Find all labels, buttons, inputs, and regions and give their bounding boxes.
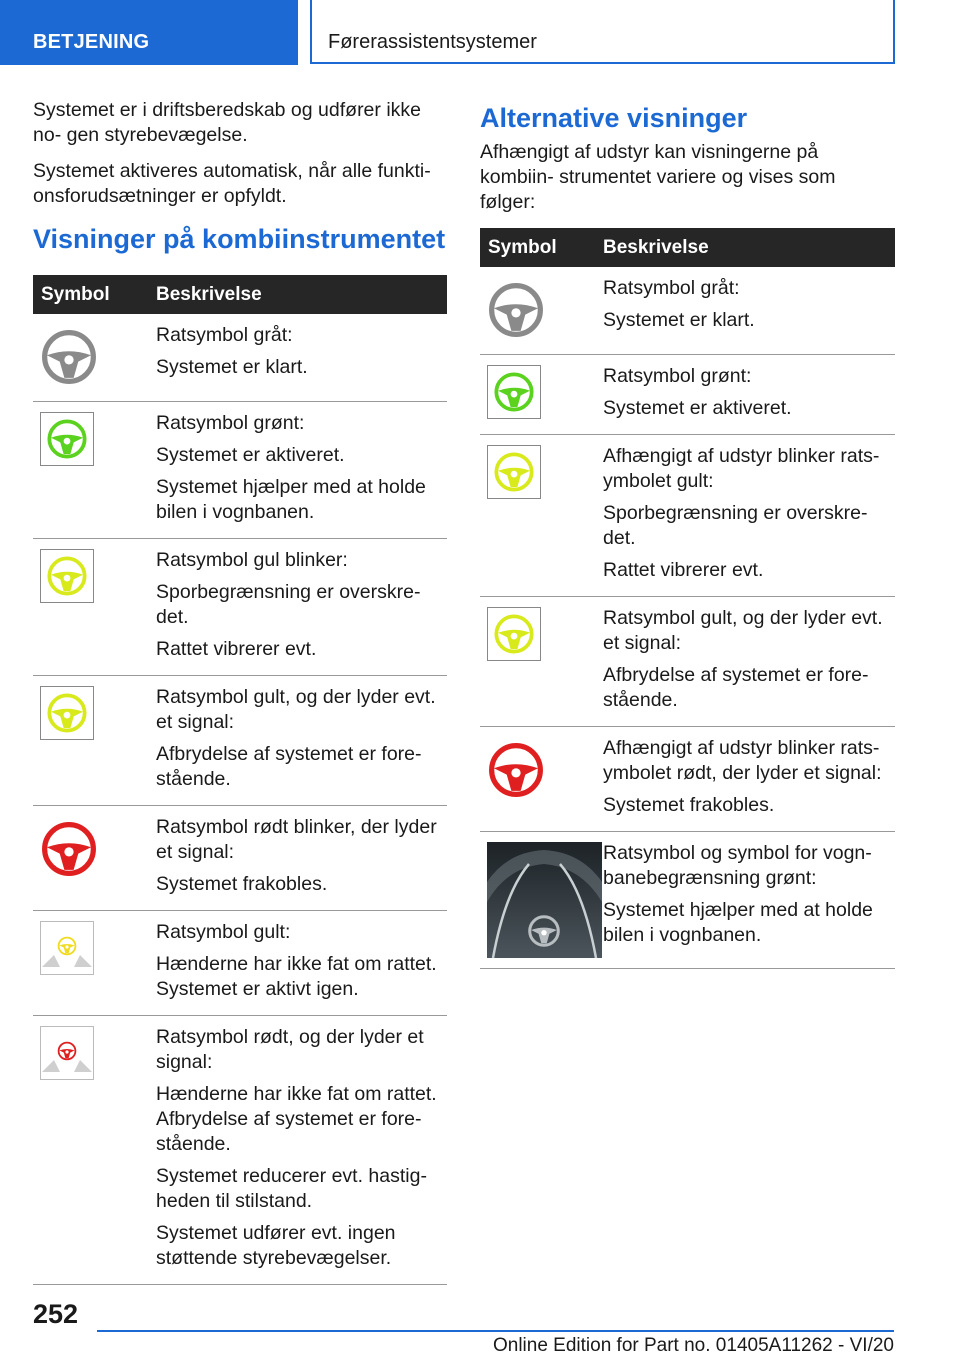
description-line: Systemet udfører evt. ingen støttende styrebevægelser. bbox=[156, 1222, 396, 1269]
left-column bbox=[33, 98, 447, 1285]
description-cell bbox=[156, 539, 447, 676]
chapter-title: Førerassistentsystemer bbox=[328, 31, 537, 53]
table-row bbox=[480, 355, 895, 435]
description-line: Ratsymbol gult: bbox=[156, 921, 291, 943]
description-line: Systemet er aktiveret. bbox=[603, 397, 792, 419]
description-line: Ratsymbol gult, og der lyder evt. et signal: bbox=[603, 607, 883, 654]
description-line: Afhængigt af udstyr blinker rats‐ ymbolet gult: bbox=[603, 445, 880, 492]
description-cell bbox=[603, 267, 895, 355]
description-cell bbox=[603, 355, 895, 435]
symbol-cell bbox=[480, 355, 603, 435]
description-line: Sporbegrænsning er overskre‐ det. bbox=[603, 502, 868, 549]
edition-text: Online Edition for Part no. 01405A11262 - VI/20 bbox=[492, 1335, 894, 1356]
col-header-description: Beskrivelse bbox=[603, 228, 895, 267]
description-line: Hænderne har ikke fat om rattet. Systemet er aktivt igen. bbox=[156, 953, 437, 1000]
description-line: Systemet reducerer evt. hastig‐ heden til stilstand. bbox=[156, 1165, 427, 1212]
description-line: Ratsymbol rødt, og der lyder et signal: bbox=[156, 1026, 424, 1073]
description-cell bbox=[156, 676, 447, 806]
table-row bbox=[33, 539, 447, 676]
description-line: Rattet vibrerer evt. bbox=[156, 638, 317, 660]
description-cell bbox=[156, 402, 447, 539]
description-line: Hænderne har ikke fat om rattet. Afbrydelse af systemet er fore‐ stående. bbox=[156, 1083, 437, 1155]
steering-wheel-green-icon bbox=[487, 365, 541, 419]
table-row bbox=[480, 267, 895, 355]
table-row bbox=[480, 597, 895, 727]
table-row bbox=[33, 402, 447, 539]
description-line: Ratsymbol grønt: bbox=[603, 365, 752, 387]
steering-wheel-hands-yellow-icon bbox=[40, 921, 94, 975]
description-cell bbox=[603, 727, 895, 832]
symbol-table bbox=[480, 228, 895, 969]
description-line: Systemet hjælper med at holde bilen i vognbanen. bbox=[156, 476, 426, 523]
section-heading: Visninger på kombiinstrumentet bbox=[33, 224, 446, 254]
description-line: Systemet frakobles. bbox=[156, 873, 328, 895]
table-row bbox=[33, 676, 447, 806]
description-line: Afbrydelse af systemet er fore‐ stående. bbox=[603, 664, 869, 711]
description-line: Ratsymbol gråt: bbox=[156, 324, 293, 346]
description-cell bbox=[156, 911, 447, 1016]
symbol-cell bbox=[480, 267, 603, 355]
steering-wheel-grey-icon bbox=[40, 328, 98, 386]
section-tab bbox=[0, 0, 298, 65]
table-row bbox=[33, 806, 447, 911]
description-line: Ratsymbol grønt: bbox=[156, 412, 305, 434]
description-line: Sporbegrænsning er overskre‐ det. bbox=[156, 581, 421, 628]
symbol-cell bbox=[480, 435, 603, 597]
symbol-cell bbox=[480, 727, 603, 832]
steering-wheel-yellow-icon bbox=[40, 549, 94, 603]
description-line: Systemet er klart. bbox=[156, 356, 308, 378]
description-line: Systemet frakobles. bbox=[603, 794, 775, 816]
symbol-cell bbox=[480, 832, 603, 969]
symbol-cell bbox=[33, 1016, 156, 1285]
table-row bbox=[480, 832, 895, 969]
description-line: Ratsymbol gråt: bbox=[603, 277, 740, 299]
symbol-table bbox=[33, 275, 447, 1285]
symbol-cell bbox=[33, 539, 156, 676]
steering-wheel-yellow-icon bbox=[487, 607, 541, 661]
description-cell bbox=[603, 832, 895, 969]
steering-wheel-yellow-icon bbox=[40, 686, 94, 740]
symbol-cell bbox=[480, 597, 603, 727]
chapter-header bbox=[310, 0, 895, 64]
symbol-cell bbox=[33, 676, 156, 806]
right-column bbox=[480, 100, 895, 969]
intro-paragraph: Systemet aktiveres automatisk, når alle funkti‐ onsforudsætninger er opfyldt. bbox=[33, 160, 431, 207]
description-cell bbox=[603, 597, 895, 727]
description-line: Ratsymbol gul blinker: bbox=[156, 549, 348, 571]
steering-wheel-yellow-icon bbox=[487, 445, 541, 499]
description-line: Systemet er klart. bbox=[603, 309, 755, 331]
footer-divider bbox=[97, 1330, 894, 1332]
description-line: Ratsymbol gult, og der lyder evt. et signal: bbox=[156, 686, 436, 733]
col-header-symbol: Symbol bbox=[480, 228, 603, 267]
description-line: Rattet vibrerer evt. bbox=[603, 559, 764, 581]
description-cell bbox=[156, 1016, 447, 1285]
description-line: Afbrydelse af systemet er fore‐ stående. bbox=[156, 743, 422, 790]
steering-wheel-red-icon bbox=[487, 741, 545, 799]
section-heading: Alternative visninger bbox=[480, 103, 748, 133]
description-cell bbox=[603, 435, 895, 597]
table-row bbox=[33, 1016, 447, 1285]
symbol-cell bbox=[33, 402, 156, 539]
table-row bbox=[480, 435, 895, 597]
steering-wheel-grey-icon bbox=[487, 281, 545, 339]
description-line: Ratsymbol og symbol for vogn‐ banebegrænsning grønt: bbox=[603, 842, 872, 889]
description-line: Systemet er aktiveret. bbox=[156, 444, 345, 466]
symbol-cell bbox=[33, 911, 156, 1016]
col-header-description: Beskrivelse bbox=[156, 275, 447, 314]
description-cell bbox=[156, 806, 447, 911]
col-header-symbol: Symbol bbox=[33, 275, 156, 314]
page-number: 252 bbox=[33, 1299, 79, 1329]
section-title: BETJENING bbox=[33, 31, 150, 53]
description-cell bbox=[156, 314, 447, 402]
table-row bbox=[480, 727, 895, 832]
intro-paragraph: Afhængigt af udstyr kan visningerne på kombiin‐ strumentet variere og vises som følger: bbox=[480, 141, 836, 213]
intro-paragraph: Systemet er i driftsberedskab og udfører ikke no‐ gen styrebevægelse. bbox=[33, 99, 421, 146]
symbol-cell bbox=[33, 806, 156, 911]
steering-wheel-red-icon bbox=[40, 820, 98, 878]
description-line: Ratsymbol rødt blinker, der lyder et signal: bbox=[156, 816, 437, 863]
table-row bbox=[33, 911, 447, 1016]
steering-wheel-green-icon bbox=[40, 412, 94, 466]
description-line: Systemet hjælper med at holde bilen i vognbanen. bbox=[603, 899, 873, 946]
description-line: Afhængigt af udstyr blinker rats‐ ymbolet rødt, der lyder et signal: bbox=[603, 737, 882, 784]
table-row bbox=[33, 314, 447, 402]
steering-wheel-hands-red-icon bbox=[40, 1026, 94, 1080]
symbol-cell bbox=[33, 314, 156, 402]
lane-display-image bbox=[487, 842, 602, 958]
